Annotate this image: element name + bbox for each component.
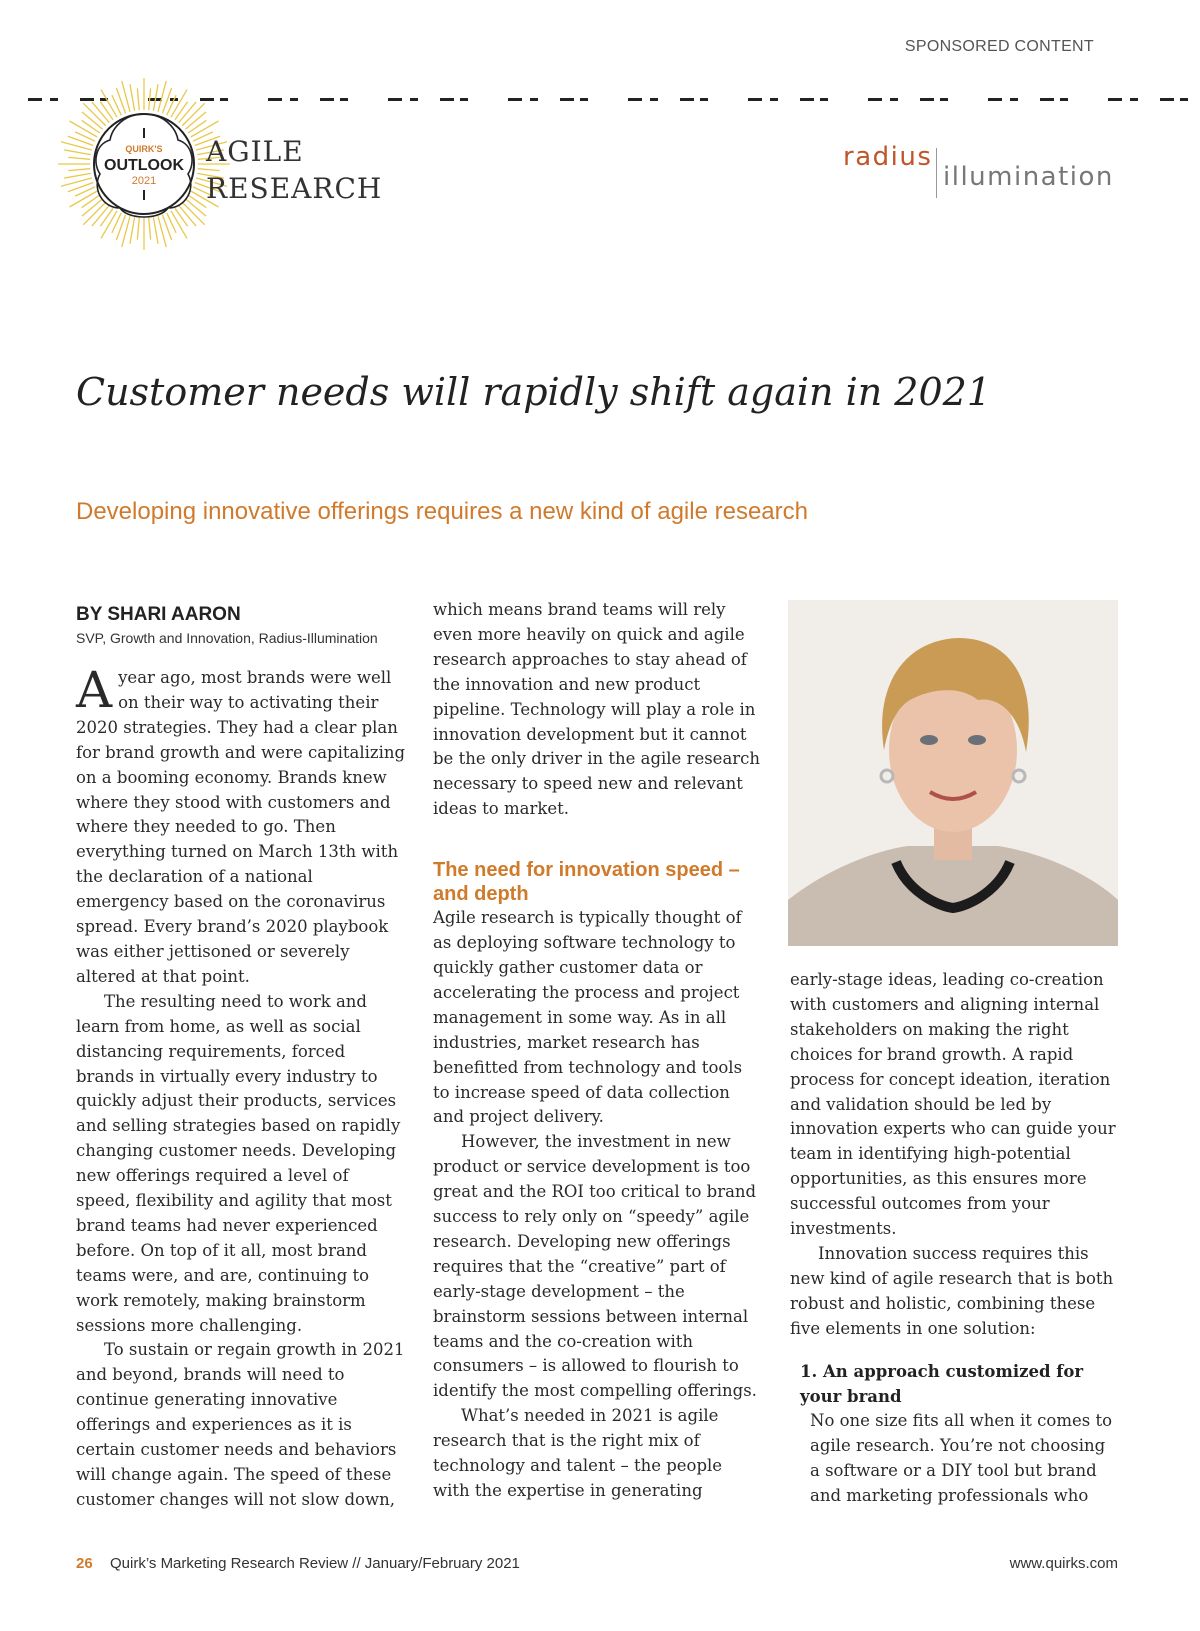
badge-ray bbox=[188, 120, 206, 133]
publication-info: Quirk’s Marketing Research Review // January/February 2021 bbox=[110, 1555, 520, 1572]
badge-ray bbox=[92, 205, 109, 226]
author-photo bbox=[788, 600, 1118, 946]
paragraph: which means brand teams will rely even more heavily on quick and agile research approaches to stay ahead of the innovation and new product pipeline. Technology will play a role in innovation development but it cannot be the only driver in the agile research necessary to speed new and relevant ideas to market. bbox=[433, 600, 761, 819]
section-label-line1: AGILE bbox=[206, 135, 304, 168]
badge-ray bbox=[64, 173, 91, 178]
list-heading: 1. An approach customized for your brand bbox=[800, 1361, 1084, 1406]
badge-ray bbox=[149, 88, 151, 110]
badge-ray bbox=[175, 208, 188, 226]
byline bbox=[76, 604, 406, 646]
sponsored-content-label: SPONSORED CONTENT bbox=[904, 38, 1094, 55]
page-number: 26 bbox=[76, 1555, 93, 1572]
paragraph: No one size fits all when it comes to agile research. You’re not choosing a software or a DIY tool but brand and marketing professionals who bbox=[810, 1411, 1113, 1506]
logo-divider bbox=[936, 148, 937, 198]
column-1 bbox=[76, 661, 406, 1513]
badge-line3: 2021 bbox=[131, 175, 157, 187]
article-subhead: Developing innovative offerings requires a new kind of agile research bbox=[76, 498, 808, 525]
column-2 bbox=[433, 598, 763, 1504]
paragraph: To sustain or regain growth in 2021 and beyond, brands will need to continue generating innovative offerings and experiences as it is certain customer needs and behaviors will change again. The speed of these customer changes will not slow down, bbox=[76, 1340, 405, 1509]
badge-ray bbox=[92, 102, 109, 123]
paragraph: However, the investment in new product or service development is too great and the ROI too critical to brand success to rely only on “speedy” agile research. Developing new offerings requires that the “creative” part of early-stage development – the brainstorm sessions between internal teams and the co-creation with consumers – is allowed to flourish to identify the most compelling offerings. bbox=[433, 1132, 757, 1401]
badge-ray bbox=[100, 102, 113, 120]
author-name: BY SHARI AARON bbox=[76, 604, 241, 625]
radius-illumination-logo bbox=[843, 142, 1143, 202]
badge-line2: OUTLOOK bbox=[104, 157, 184, 174]
badge-ray bbox=[179, 102, 196, 123]
section-heading: The need for innovation speed – and depth bbox=[433, 859, 740, 906]
badge-ray bbox=[149, 218, 151, 240]
badge-ray bbox=[185, 112, 206, 129]
badge-ray bbox=[179, 205, 196, 226]
badge-ray bbox=[185, 199, 206, 216]
badge-ray bbox=[82, 199, 103, 216]
paragraph: The resulting need to work and learn from home, as well as social distancing requirements, forced brands in virtually every industry to quickly adjust their products, services and selling strategies based on rapidly changing customer needs. Developing new offerings required a level of speed, flexibility and agility that most brand teams had never experienced before. On top of it all, most brand teams were, and are, continuing to work remotely, making brainstorm sessions more challenging. bbox=[76, 991, 401, 1335]
badge-ray bbox=[175, 102, 188, 120]
author-title: SVP, Growth and Innovation, Radius-Illumination bbox=[76, 630, 378, 646]
paragraph-text: year ago, most brands were well on their way to activating their 2020 strategies. They had a clear plan for brand growth and were capitalizing on a booming economy. Brands knew where they stood with customers and where they needed to go. Then everything turned on March 13th with the declaration of a national emergency based on the coronavirus spread. Every brand’s 2020 playbook was either jettisoned or severely altered at that point. bbox=[76, 668, 406, 986]
badge-line1: QUIRK'S bbox=[125, 144, 163, 154]
badge-ray bbox=[68, 157, 90, 159]
badge-ray bbox=[153, 84, 158, 111]
badge-ray bbox=[137, 218, 139, 240]
logo-radius-text: radius bbox=[843, 142, 933, 172]
paragraph: What’s needed in 2021 is agile research that is the right mix of technology and talent – the people with the expertise in generating bbox=[433, 1406, 723, 1500]
badge-ray bbox=[68, 169, 90, 171]
badge-ray bbox=[82, 195, 100, 208]
section-label-line2: RESEARCH bbox=[206, 172, 383, 205]
badge-ray bbox=[130, 217, 135, 244]
column-3 bbox=[790, 968, 1120, 1509]
paragraph: early-stage ideas, leading co-creation with customers and aligning internal stakeholders on making the right choices for brand growth. A rapid process for concept ideation, iteration and validation should be led by innovation experts who can guide your team in identifying high-potential opportunities, as this ensures more successful outcomes from your investments. bbox=[790, 970, 1116, 1239]
badge-ray bbox=[130, 84, 135, 111]
paragraph: Innovation success requires this new kind of agile research that is both robust and holistic, combining these five elements in one solution: bbox=[790, 1243, 1114, 1338]
logo-illumination-text: illumination bbox=[943, 162, 1114, 192]
badge-ray bbox=[188, 195, 206, 208]
article-headline: Customer needs will rapidly shift again in 2021 bbox=[76, 370, 992, 414]
badge-ray bbox=[153, 217, 158, 244]
paragraph bbox=[76, 661, 406, 990]
website-url[interactable]: www.quirks.com bbox=[1009, 1555, 1118, 1572]
badge-ray bbox=[100, 208, 113, 226]
badge-ray bbox=[82, 120, 100, 133]
badge-ray bbox=[82, 112, 103, 129]
badge-ray bbox=[64, 150, 91, 155]
section-label bbox=[206, 133, 382, 207]
badge-ray bbox=[137, 88, 139, 110]
paragraph: Agile research is typically thought of as deploying software technology to quickly gather customer data or accelerating the process and project management in some way. As in all industries, market research has benefitted from technology and tools to increase speed of data collection and project delivery. bbox=[433, 908, 743, 1127]
drop-cap: A bbox=[76, 661, 113, 719]
